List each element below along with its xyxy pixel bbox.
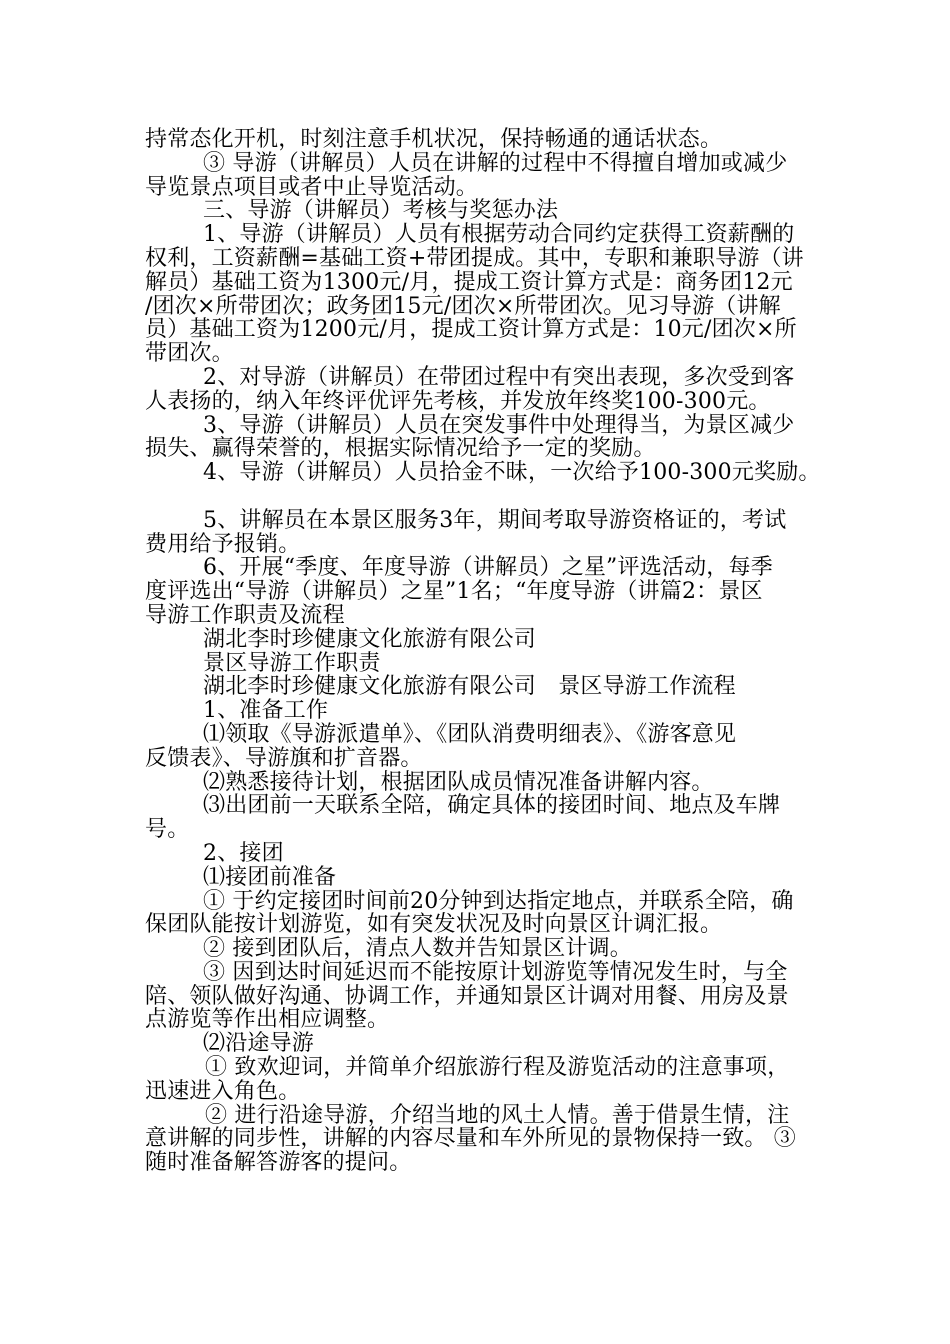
text-line: ① 致欢迎词，并简单介绍旅游行程及游览活动的注意事项， [205,1055,790,1081]
text-line: 意讲解的同步性，讲解的内容尽量和车外所见的景物保持一致。 ③ [145,1126,796,1152]
text-line: 度评选出“导游（讲解员）之星”1名；“年度导游（讲篇2：景区 [145,579,763,605]
text-line: 人表扬的，纳入年终评优评先考核，并发放年终奖100-300元。 [145,388,771,414]
text-line: 费用给予报销。 [145,531,301,557]
text-line: ⑴接团前准备 [203,864,337,890]
text-line: 随时准备解答游客的提问。 [145,1150,412,1176]
text-line: 员）基础工资为1200元/月，提成工资计算方式是：10元/团次×所 [145,317,797,343]
text-line: ③ 因到达时间延迟而不能按原计划游览等情况发生时，与全 [203,959,788,985]
text-line: ⑴领取《导游派遣单》、《团队消费明细表》、《游客意见 [203,721,737,747]
text-line: 2、接团 [203,840,284,866]
text-line: 景区导游工作职责 [203,650,381,676]
text-line: 迅速进入角色。 [145,1078,301,1104]
text-line: 1、导游（讲解员）人员有根据劳动合同约定获得工资薪酬的 [203,222,795,248]
text-line: 号。 [145,817,190,843]
text-line: 陪、领队做好沟通、协调工作，并通知景区计调对用餐、用房及景 [145,983,789,1009]
text-line [145,485,825,509]
text-line: ⑶出团前一天联系全陪，确定具体的接团时间、地点及车牌 [203,793,781,819]
text-line: 6、开展“季度、年度导游（讲解员）之星”评选活动，每季 [203,555,773,581]
text-line: 导览景点项目或者中止导览活动。 [145,174,479,200]
text-line: 2、对导游（讲解员）在带团过程中有突出表现，多次受到客 [203,364,795,390]
text-line: 三、导游（讲解员）考核与奖惩办法 [203,198,559,224]
text-line: 解员）基础工资为1300元/月，提成工资计算方式是：商务团12元 [145,269,793,295]
text-line: 点游览等作出相应调整。 [145,1007,390,1033]
text-line: ⑵熟悉接待计划，根据团队成员情况准备讲解内容。 [203,769,714,795]
text-line: 5、讲解员在本景区服务3年，期间考取导游资格证的，考试 [203,507,787,533]
text-line: 带团次。 [145,341,234,367]
text-line: ② 接到团队后，清点人数并告知景区计调。 [203,936,632,962]
text-line: /团次×所带团次；政务团15元/团次×所带团次。见习导游（讲解 [145,293,781,319]
text-line: 3、导游（讲解员）人员在突发事件中处理得当，为景区减少 [203,412,795,438]
text-line: ① 于约定接团时间前20分钟到达指定地点，并联系全陪，确 [203,888,794,914]
text-line: 1、准备工作 [203,698,329,724]
text-line: 湖北李时珍健康文化旅游有限公司 [203,626,537,652]
text-line: ② 进行沿途导游，介绍当地的风土人情。善于借景生情，注 [205,1102,790,1128]
text-line: ⑵沿途导游 [203,1031,315,1057]
text-line: 4、导游（讲解员）人员拾金不昧，一次给予100-300元奖励。 [203,460,821,486]
text-line: ③ 导游（讲解员）人员在讲解的过程中不得擅自增加或减少 [203,150,788,176]
text-line: 反馈表》、导游旗和扩音器。 [145,745,423,771]
text-line: 保团队能按计划游览，如有突发状况及时向景区计调汇报。 [145,912,723,938]
text-line: 湖北李时珍健康文化旅游有限公司 景区导游工作流程 [203,674,736,700]
text-line: 权利，工资薪酬=基础工资+带团提成。其中，专职和兼职导游（讲 [145,245,804,271]
document-body [145,128,825,1175]
text-line: 导游工作职责及流程 [145,602,345,628]
text-line: 持常态化开机，时刻注意手机状况，保持畅通的通话状态。 [145,127,723,152]
text-line: 损失、赢得荣誉的，根据实际情况给予一定的奖励。 [145,436,656,462]
